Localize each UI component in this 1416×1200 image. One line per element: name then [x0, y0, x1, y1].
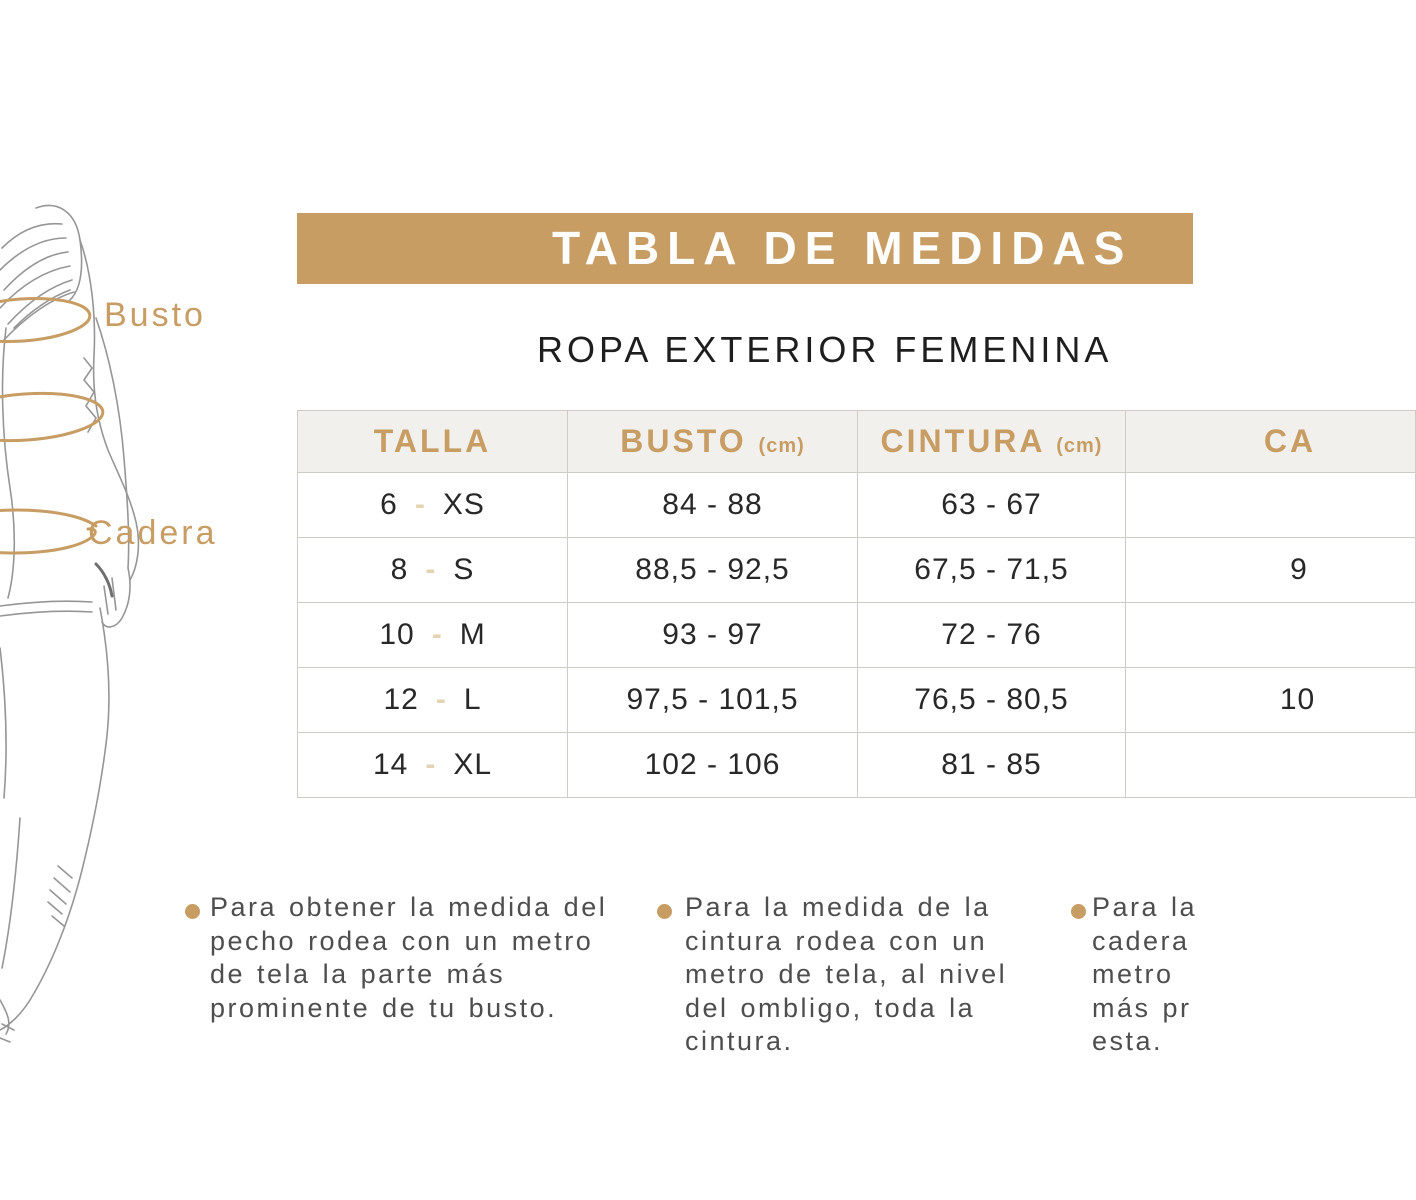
size-cell	[298, 603, 568, 668]
size-dash: -	[425, 748, 437, 781]
busto-cell: 88,5 - 92,5	[568, 538, 858, 603]
cadera-cell	[1126, 473, 1416, 538]
measurements-table	[297, 410, 1416, 798]
busto-cell: 93 - 97	[568, 603, 858, 668]
note-line: metro de tela, al nivel	[685, 959, 1008, 989]
table-row	[298, 473, 1416, 538]
size-cell	[298, 473, 568, 538]
size-number: 6	[380, 488, 398, 521]
cadera-cell: 9	[1126, 538, 1416, 603]
note-line: metro	[1092, 959, 1174, 989]
column-header-cintura	[858, 411, 1126, 473]
column-header-talla	[298, 411, 568, 473]
note-waist	[685, 891, 1007, 1059]
busto-cell: 97,5 - 101,5	[568, 668, 858, 733]
cintura-cell: 67,5 - 71,5	[858, 538, 1126, 603]
header-label: CA	[1263, 423, 1317, 459]
note-bust	[210, 891, 607, 1025]
header-unit: (cm)	[758, 435, 805, 457]
note-line: más pr	[1092, 992, 1192, 1023]
note-line: cintura rodea con un	[685, 925, 988, 956]
size-dash: -	[425, 553, 437, 586]
header-label: CINTURA	[880, 423, 1045, 459]
cintura-cell: 76,5 - 80,5	[858, 668, 1126, 733]
cadera-cell	[1126, 733, 1416, 798]
table-row	[298, 603, 1416, 668]
note-line: Para la medida de la	[685, 892, 991, 922]
note-line: Para obtener la medida del	[210, 892, 608, 922]
table-row	[298, 538, 1416, 603]
size-cell	[298, 538, 568, 603]
size-dash: -	[431, 618, 443, 651]
header-label: TALLA	[373, 423, 492, 459]
note-line: esta.	[1092, 1026, 1164, 1056]
header-unit: (cm)	[1056, 435, 1103, 457]
size-number: 10	[379, 618, 415, 651]
size-number: 14	[372, 748, 409, 781]
cintura-cell: 63 - 67	[858, 473, 1126, 538]
waist-ring	[0, 389, 104, 446]
table-header-row	[298, 411, 1416, 473]
page-subtitle: ROPA EXTERIOR FEMENINA	[537, 329, 1113, 370]
note-line: Para la	[1092, 892, 1198, 922]
size-letter: XL	[453, 748, 493, 781]
size-letter: L	[463, 683, 482, 716]
bust-label: Busto	[104, 296, 206, 334]
table-row	[298, 733, 1416, 798]
busto-cell: 84 - 88	[568, 473, 858, 538]
note-line: de tela la parte más	[210, 959, 506, 989]
hip-label: Cadera	[88, 514, 218, 552]
column-header-busto	[568, 411, 858, 473]
size-letter: M	[459, 618, 486, 651]
note-line: cintura.	[685, 1026, 794, 1056]
size-cell	[298, 668, 568, 733]
size-number: 12	[383, 683, 419, 716]
size-dash: -	[414, 488, 426, 521]
busto-cell: 102 - 106	[568, 733, 858, 798]
page-title: TABLA DE MEDIDAS	[552, 222, 1133, 274]
cadera-cell	[1126, 603, 1416, 668]
size-dash: -	[435, 683, 447, 716]
note-line: cadera	[1092, 925, 1190, 956]
note-line: del ombligo, toda la	[685, 992, 976, 1023]
cintura-cell: 72 - 76	[858, 603, 1126, 668]
size-number: 8	[390, 553, 409, 586]
title-bar	[297, 213, 1193, 284]
table-row	[298, 668, 1416, 733]
size-cell	[298, 733, 568, 798]
header-label: BUSTO	[620, 423, 747, 459]
note-hip-clipped	[1092, 891, 1197, 1059]
size-letter: S	[453, 553, 475, 586]
bullet-dot	[657, 904, 672, 919]
column-header-cadera-clipped	[1126, 411, 1416, 473]
size-letter: XS	[442, 488, 485, 521]
cadera-cell: 10	[1126, 668, 1416, 733]
bullet-dot	[1071, 904, 1086, 919]
cintura-cell: 81 - 85	[858, 733, 1126, 798]
note-line: prominente de tu busto.	[210, 992, 558, 1023]
bullet-dot	[185, 904, 200, 919]
note-line: pecho rodea con un metro	[210, 925, 594, 956]
